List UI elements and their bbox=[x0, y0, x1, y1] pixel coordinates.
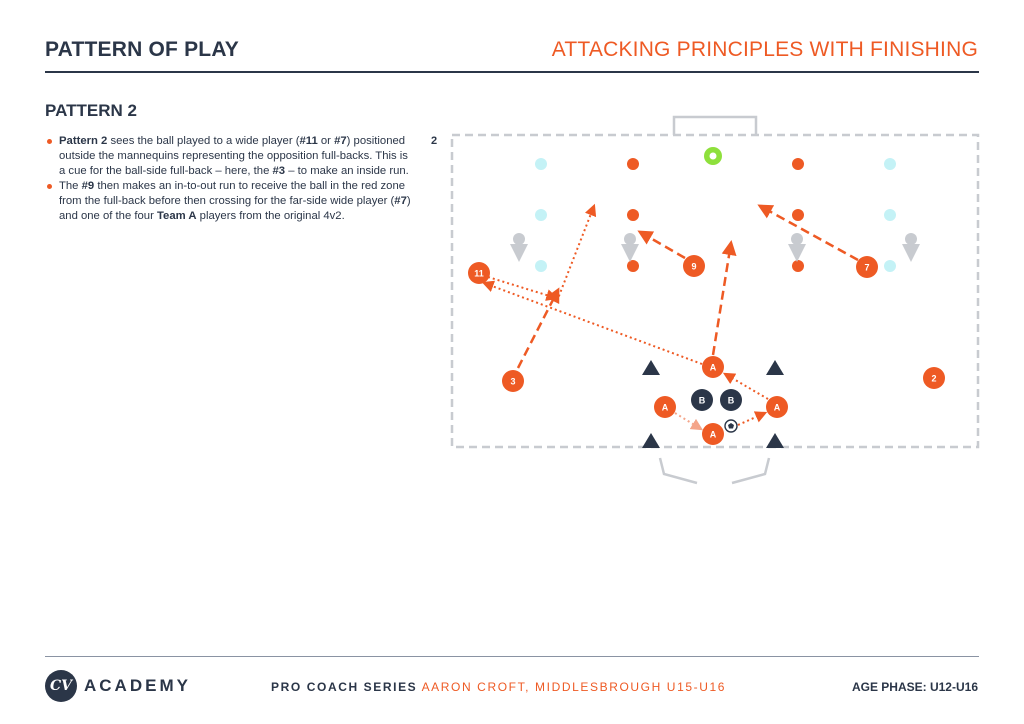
svg-text:7: 7 bbox=[864, 262, 870, 273]
cone-marker bbox=[627, 158, 639, 170]
defender-marker bbox=[884, 158, 896, 170]
player-a bbox=[702, 356, 724, 378]
pass-arrow-11-to-3 bbox=[488, 277, 556, 298]
svg-text:B: B bbox=[727, 395, 735, 406]
cone-icon bbox=[766, 360, 784, 375]
defender-marker bbox=[535, 158, 547, 170]
bullet-text-run: #3 bbox=[272, 165, 286, 177]
cone-marker bbox=[792, 158, 804, 170]
bullet-text-run: #9 bbox=[81, 180, 95, 192]
cone-marker bbox=[792, 260, 804, 272]
bullet-text-run: Pattern 2 bbox=[59, 135, 108, 147]
series-label: PRO COACH SERIES bbox=[271, 680, 418, 694]
cone-marker bbox=[792, 209, 804, 221]
cone-icon bbox=[642, 360, 660, 375]
footer-divider bbox=[45, 656, 979, 657]
pass-arrow-to-9 bbox=[557, 206, 594, 301]
svg-text:A: A bbox=[661, 402, 669, 413]
player-b bbox=[720, 389, 742, 411]
player-2 bbox=[923, 367, 945, 389]
bullet-text-run: then makes an in-to-out run to receive the ball in the red zone from the full-back before then crossing for the far-side wide player ( bbox=[59, 180, 406, 207]
bullet-text-run: players from the original 4v2. bbox=[196, 210, 345, 222]
run-arrow-3 bbox=[518, 290, 558, 368]
pass-arrow-a-to-11 bbox=[484, 283, 702, 364]
svg-text:A: A bbox=[709, 362, 717, 373]
top-goal bbox=[674, 117, 756, 135]
coach-name: AARON CROFT, MIDDLESBROUGH U15-U16 bbox=[421, 680, 727, 694]
series-credit bbox=[271, 680, 726, 694]
bullet-text-run: sees the ball played to a wide player ( bbox=[107, 135, 300, 147]
player-a bbox=[766, 396, 788, 418]
svg-text:A: A bbox=[709, 429, 717, 440]
player-b bbox=[691, 389, 713, 411]
svg-text:11: 11 bbox=[474, 268, 484, 279]
bullet-text-run: Team A bbox=[156, 210, 197, 222]
cone-marker bbox=[627, 209, 639, 221]
bullet-text-run: The bbox=[59, 180, 82, 192]
svg-text:9: 9 bbox=[691, 261, 697, 272]
bullet-text-run: #7 bbox=[334, 135, 347, 147]
svg-text:2: 2 bbox=[931, 373, 937, 384]
mannequin-icon bbox=[621, 233, 639, 262]
bullet-text-run: ) and one of the four bbox=[59, 195, 411, 222]
pass-arrow-a-left-to-a-bottom bbox=[675, 413, 701, 429]
diagram-number: 2 bbox=[431, 135, 438, 147]
mannequin-icon bbox=[902, 233, 920, 262]
cone-icon bbox=[766, 433, 784, 448]
player-9 bbox=[683, 255, 705, 277]
defender-marker bbox=[884, 209, 896, 221]
mannequin-icon bbox=[788, 233, 806, 262]
bullet-text-run: #11 bbox=[299, 135, 318, 147]
cone-icon bbox=[642, 433, 660, 448]
player-3 bbox=[502, 370, 524, 392]
bottom-goal-left bbox=[660, 458, 697, 483]
bullet-text-run: or bbox=[317, 135, 335, 147]
defender-marker bbox=[884, 260, 896, 272]
bottom-goal-right bbox=[732, 458, 769, 483]
player-a bbox=[654, 396, 676, 418]
player-7 bbox=[856, 256, 878, 278]
bullet-text-run: #7 bbox=[394, 195, 407, 207]
run-arrow-a bbox=[713, 243, 731, 355]
cv-logo: CV bbox=[45, 670, 77, 702]
svg-text:B: B bbox=[698, 395, 706, 406]
bullet-text-run: ) positioned outside the mannequins representing the opposition full-backs. This is a cue for the ball-side full-back – here, the bbox=[59, 135, 408, 177]
player-a bbox=[702, 423, 724, 445]
player-11 bbox=[468, 262, 490, 284]
academy-label: ACADEMY bbox=[84, 676, 191, 695]
page-title: PATTERN OF PLAY bbox=[45, 38, 239, 61]
svg-text:A: A bbox=[773, 402, 781, 413]
run-arrow-9 bbox=[640, 232, 685, 258]
svg-text:3: 3 bbox=[510, 376, 516, 387]
football-icon bbox=[725, 420, 737, 432]
page-subtitle: ATTACKING PRINCIPLES WITH FINISHING bbox=[551, 38, 978, 61]
defender-marker bbox=[535, 260, 547, 272]
mannequin-icon bbox=[510, 233, 528, 262]
pass-arrow-ball-to-a-right bbox=[738, 413, 765, 425]
cone-marker bbox=[627, 260, 639, 272]
bullet-text-run: – to make an inside run. bbox=[285, 165, 409, 177]
run-arrow-7 bbox=[760, 206, 858, 260]
goalkeeper-center bbox=[710, 153, 717, 160]
section-title: PATTERN 2 bbox=[45, 101, 137, 120]
age-phase: AGE PHASE: U12-U16 bbox=[851, 680, 978, 694]
defender-marker bbox=[535, 209, 547, 221]
